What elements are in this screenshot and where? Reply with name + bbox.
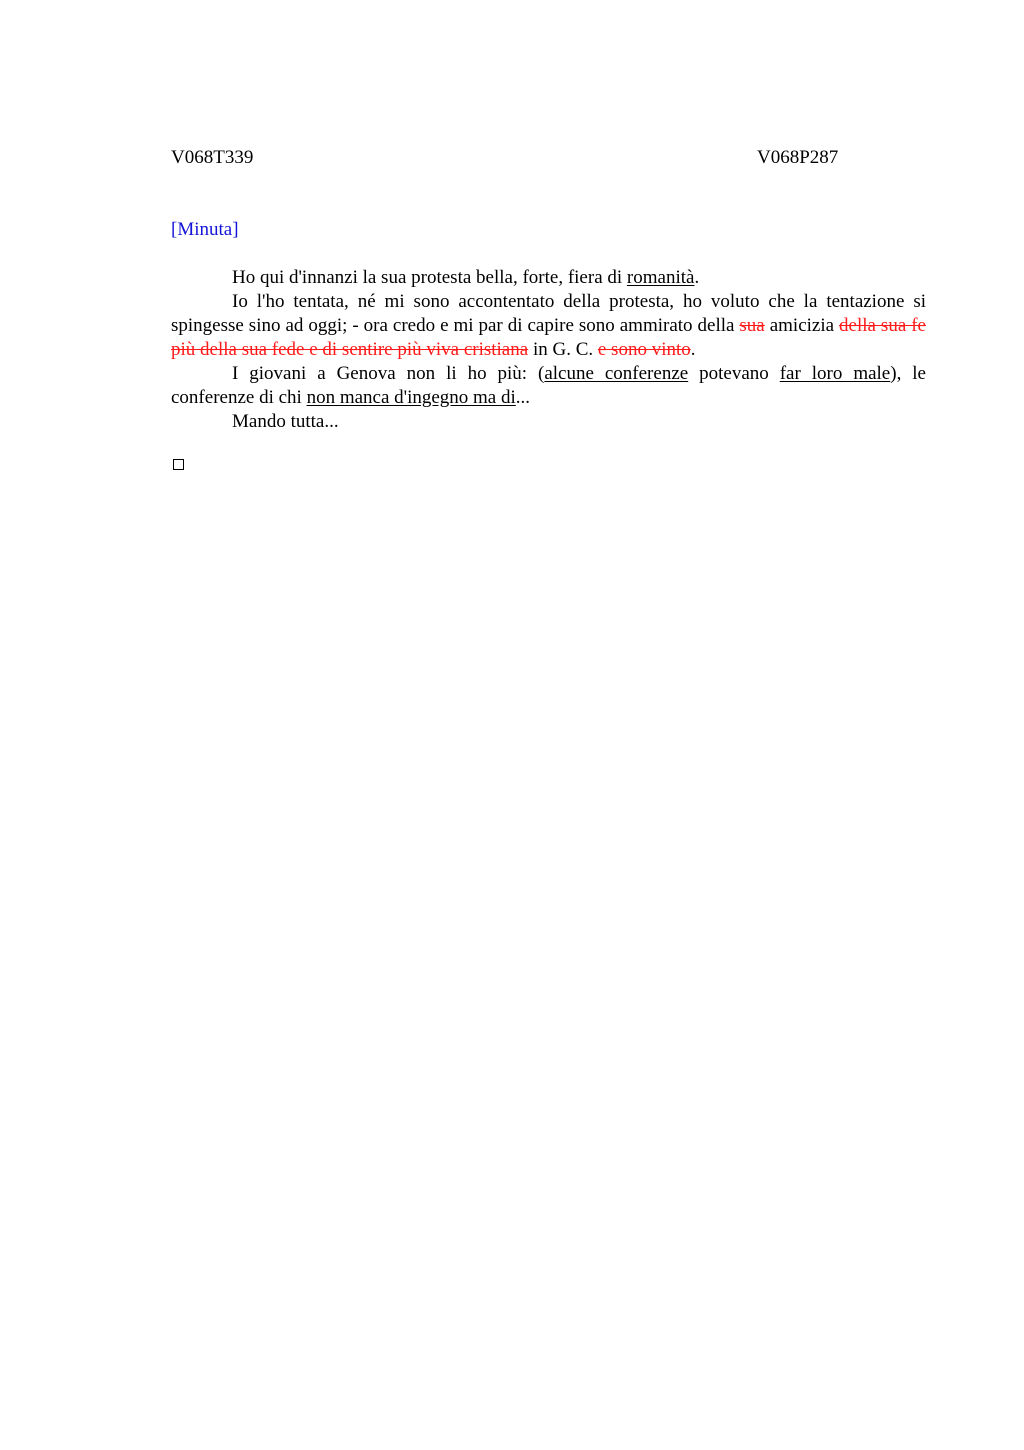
letter-body — [171, 266, 926, 434]
paragraph-1 — [171, 266, 926, 290]
paragraph-3 — [171, 362, 926, 410]
text-span: amicizia — [764, 315, 840, 336]
deleted-text: della sua fe più della sua fede e di sentire più viva cristiana — [171, 315, 926, 360]
text-span: . — [694, 267, 700, 288]
underlined-text: non manca d'ingegno ma di — [306, 387, 516, 408]
underlined-text: far loro male — [779, 363, 891, 384]
text-span: . — [690, 339, 696, 360]
text-span: Mando tutta... — [232, 411, 339, 432]
document-code-right: V068P287 — [757, 147, 839, 168]
underlined-text: romanità — [626, 267, 695, 288]
text-span: potevano — [688, 363, 780, 384]
document-code-left: V068T339 — [171, 147, 254, 168]
section-label: [Minuta] — [171, 219, 239, 240]
text-span: in G. C. — [528, 339, 598, 360]
text-span: ), le conferenze di chi — [171, 363, 926, 408]
text-span: I giovani a Genova non li ho più: ( — [232, 363, 545, 384]
deleted-text: e sono vinto — [597, 339, 691, 360]
paragraph-2 — [171, 290, 926, 362]
text-span: Io l'ho tentata, né mi sono accontentato della protesta, ho voluto che la tentazione si spingesse sino ad oggi; - ora credo e mi par di capire sono ammirato della — [171, 291, 926, 336]
text-span: ... — [515, 387, 531, 408]
underlined-text: alcune conferenze — [544, 363, 689, 384]
deleted-text: sua — [739, 315, 765, 336]
text-span: Ho qui d'innanzi la sua protesta bella, forte, fiera di — [232, 267, 627, 288]
empty-square-icon — [173, 459, 184, 470]
paragraph-4 — [171, 410, 926, 434]
